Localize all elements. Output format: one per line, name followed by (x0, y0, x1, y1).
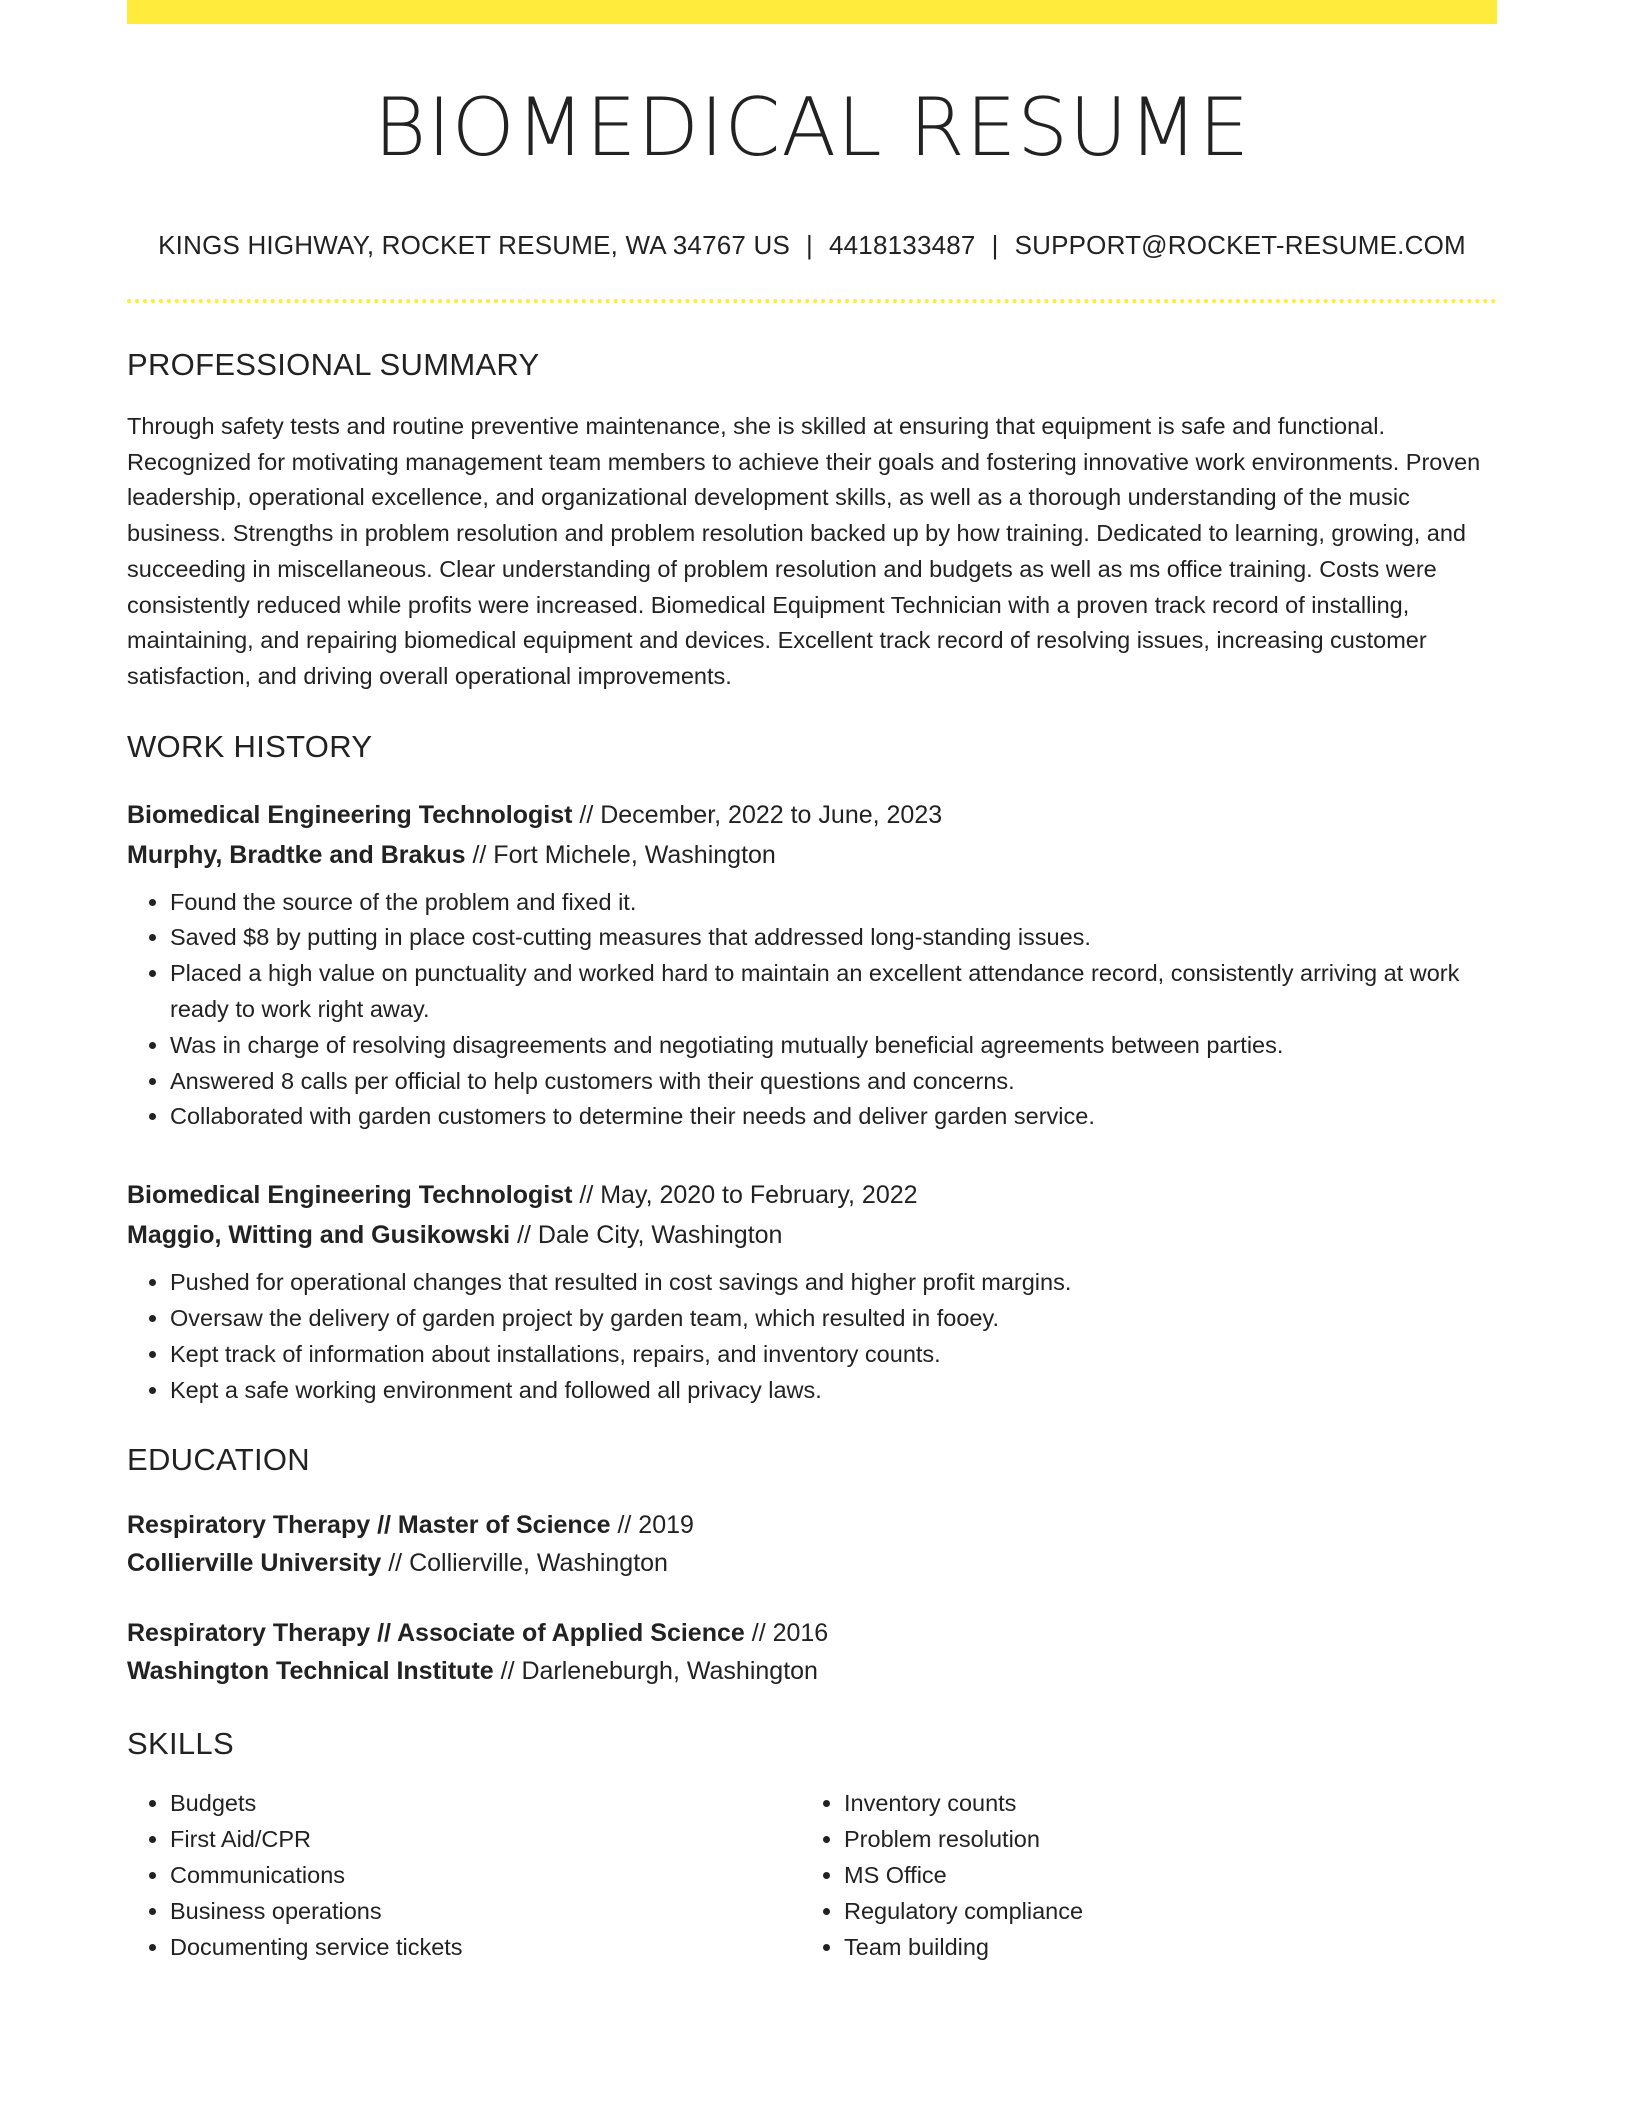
resume-title: BIOMEDICAL RESUME (373, 81, 1251, 174)
skill-item: • MS Office (844, 1858, 1475, 1894)
job-title-line (127, 1175, 1497, 1215)
job-bullet: • Was in charge of resolving disagreements and negotiating mutually beneficial agreements between parties. (170, 1028, 1497, 1064)
education-heading: EDUCATION (127, 1442, 310, 1478)
job-bullet: • Oversaw the delivery of garden project by garden team, which resulted in fooey. (170, 1301, 1497, 1337)
header-divider (127, 299, 1497, 303)
education-degree-line (127, 1506, 1497, 1544)
job-bullet: • Kept a safe working environment and followed all privacy laws. (170, 1373, 1497, 1409)
job-entry (127, 1175, 1497, 1408)
job-company-line (127, 1215, 1497, 1255)
skill-item: • Business operations (170, 1894, 801, 1930)
job-company: Murphy, Bradtke and Brakus (127, 840, 466, 869)
skill-item: • Problem resolution (844, 1822, 1475, 1858)
education-school: Collierville University (127, 1549, 382, 1578)
contact-separator: | (806, 230, 813, 260)
job-bullet: • Placed a high value on punctuality and worked hard to maintain an excellent attendance record, consistently arriving at work ready to work right away. (170, 956, 1497, 1028)
job-bullet: • Collaborated with garden customers to determine their needs and deliver garden service. (170, 1099, 1497, 1135)
education-year: // 2016 (744, 1619, 829, 1648)
job-title: Biomedical Engineering Technologist (127, 800, 573, 829)
skill-item: • Communications (170, 1858, 801, 1894)
job-dates: // December, 2022 to June, 2023 (572, 800, 943, 829)
contact-line (127, 230, 1497, 261)
education-entry (127, 1614, 1497, 1690)
skills-grid (127, 1786, 1497, 1965)
education-location: // Darleneburgh, Washington (493, 1657, 818, 1686)
skills-column-right (801, 1786, 1475, 1965)
job-bullet: • Found the source of the problem and fixed it. (170, 885, 1497, 921)
job-location: // Fort Michele, Washington (465, 840, 776, 869)
education-school: Washington Technical Institute (127, 1657, 494, 1686)
top-accent-bar (127, 0, 1497, 24)
job-bullet: • Kept track of information about installations, repairs, and inventory counts. (170, 1337, 1497, 1373)
job-company-line (127, 835, 1497, 875)
skill-item: • First Aid/CPR (170, 1822, 801, 1858)
job-location: // Dale City, Washington (510, 1221, 783, 1250)
contact-separator: | (991, 230, 999, 260)
skill-item: • Team building (844, 1930, 1475, 1966)
job-title-line (127, 795, 1497, 835)
contact-phone: 4418133487 (828, 230, 976, 260)
job-bullet: • Answered 8 calls per official to help customers with their questions and concerns. (170, 1064, 1497, 1100)
job-dates: // May, 2020 to February, 2022 (572, 1181, 918, 1210)
education-degree: Respiratory Therapy // Associate of Applied Science (127, 1619, 745, 1648)
resume-page (127, 0, 1497, 1965)
summary-text: Through safety tests and routine preventive maintenance, she is skilled at ensuring that equipment is safe and functional. Recognized for motivating management team members to achieve their goals and fostering innovative work environments. Proven leadership, operational excellence, and organizational development skills, as well as a thorough understanding of the music business. Strengths in problem resolution and problem resolution backed up by how training. Dedicated to learning, growing, and succeeding in miscellaneous. Clear understanding of problem resolution and budgets as well as ms office training. Costs were consistently reduced while profits were increased. Biomedical Equipment Technician with a proven track record of installing, maintaining, and repairing biomedical equipment and devices. Excellent track record of resolving issues, increasing customer satisfaction, and driving overall operational improvements. (127, 413, 1481, 689)
job-bullet: • Pushed for operational changes that resulted in cost savings and higher profit margins. (170, 1265, 1497, 1301)
education-school-line (127, 1544, 1497, 1582)
skill-item: • Budgets (170, 1786, 801, 1822)
job-bullet: • Saved $8 by putting in place cost-cutting measures that addressed long-standing issues. (170, 920, 1497, 956)
summary-heading: PROFESSIONAL SUMMARY (127, 347, 540, 382)
job-entry (127, 795, 1497, 1136)
contact-email: SUPPORT@ROCKET-RESUME.COM (1014, 230, 1466, 260)
job-bullets (127, 885, 1497, 1136)
education-school-line (127, 1652, 1497, 1690)
skills-heading: SKILLS (127, 1726, 234, 1762)
education-degree: Respiratory Therapy // Master of Science (127, 1511, 611, 1540)
skill-item: • Inventory counts (844, 1786, 1475, 1822)
contact-address: KINGS HIGHWAY, ROCKET RESUME, WA 34767 US (158, 230, 791, 260)
work-history-heading: WORK HISTORY (127, 728, 373, 764)
education-entry (127, 1506, 1497, 1582)
skills-column-left (127, 1786, 801, 1965)
job-company: Maggio, Witting and Gusikowski (127, 1221, 511, 1250)
skill-item: • Regulatory compliance (844, 1894, 1475, 1930)
education-degree-line (127, 1614, 1497, 1652)
education-year: // 2019 (610, 1511, 694, 1540)
skill-item: • Documenting service tickets (170, 1930, 801, 1966)
job-bullets (127, 1265, 1497, 1408)
job-title: Biomedical Engineering Technologist (127, 1181, 573, 1210)
education-location: // Collierville, Washington (381, 1549, 668, 1578)
